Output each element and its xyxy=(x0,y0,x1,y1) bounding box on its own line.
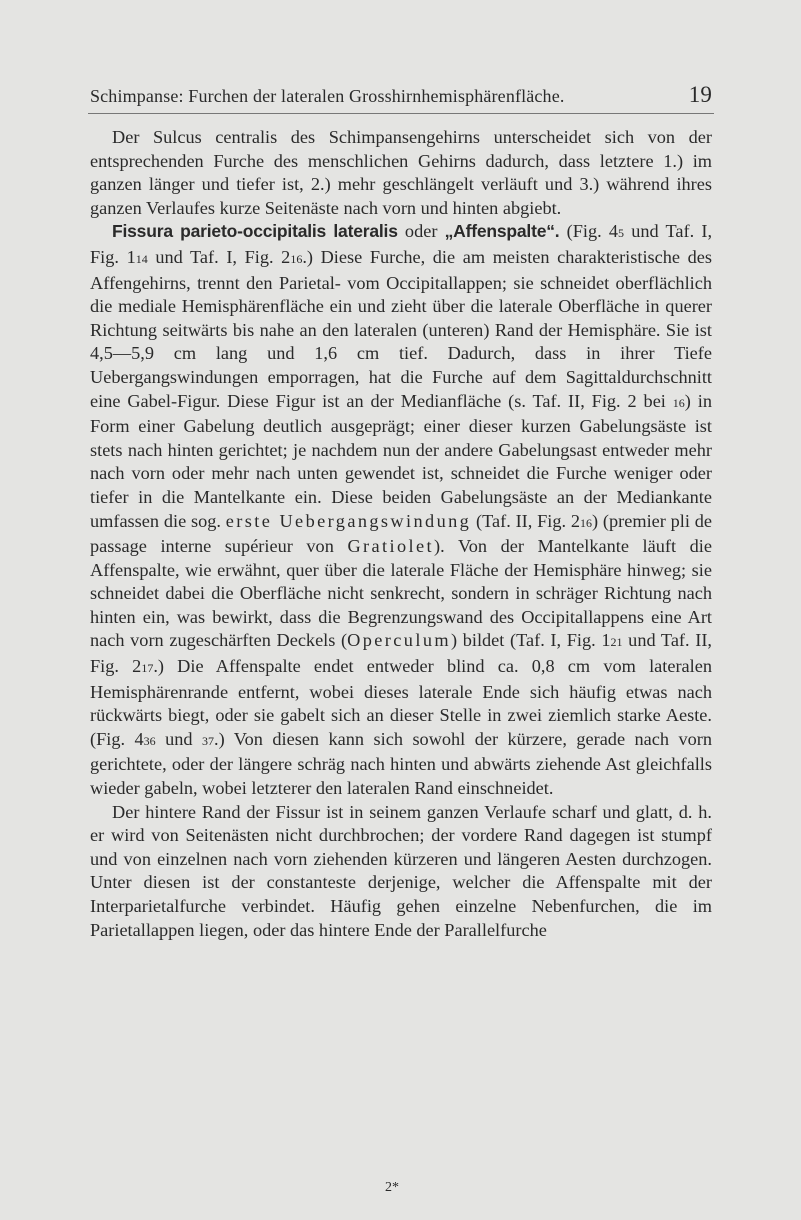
text-run: ) bildet (Taf. I, Fig. 1 xyxy=(450,630,611,651)
spaced-term: Operculum xyxy=(347,630,451,651)
text-run: (Taf. II, Fig. 2 xyxy=(471,510,581,531)
text-run: .) Die Affenspalte endet entweder blind ca. 0,8 cm vom lateralen Hemisphärenrande entfernt, wobei dieses laterale Ende sich häufig etwas nach rückwärts biegt, oder sie gabelt sich an dieser Stelle in zwei ziemlich starke Aeste. (Fig. 4 xyxy=(90,656,712,749)
figure-index: 36 xyxy=(143,733,156,748)
figure-index: 14 xyxy=(135,251,148,266)
paragraph-3: Der hintere Rand der Fissur ist in seinem ganzen Verlaufe scharf und glatt, d. h. er wird von Seitenästen nicht durchbrochen; der vordere Rand dagegen ist stumpf und von einzelnen nach vorn ziehenden kürzeren und längeren Aesten durchzogen. Unter diesen ist der constanteste derjenige, welcher die Affenspalte mit der Interparietalfurche verbindet. Häufig gehen einzelne Nebenfurchen, die im Parietallappen liegen, oder das hintere Ende der Parallelfurche xyxy=(90,801,712,940)
text-run: ) (premier pli de passage interne supérieur von xyxy=(90,510,713,557)
figure-index: 5 xyxy=(618,226,625,241)
text-run: und xyxy=(155,728,202,749)
section-term-alias: „Affenspalte“. xyxy=(444,221,560,242)
text-run: .) Diese Furche, die am meisten charakteristische des Affengehirns, trennt den Parietal- vom Occipitallappen; sie schneidet oberflächlich die mediale Hemisphärenfläche ein und zieht über die laterale Oberfläche in querer Richtung seitwärts bis nahe an den lateralen (unteren) Rand der Hemisphäre. Sie ist 4,5—5,9 cm lang und 1,6 cm tief. Dadurch, dass in ihrer Tiefe Uebergangswindungen emporragen, hat die Furche auf dem Sagittaldurchschnitt eine Gabel-Figur. Diese Figur ist an der Medianfläche (s. Taf. II, Fig. 2 bei xyxy=(90,246,712,411)
body-text xyxy=(90,126,712,942)
text-run: (Fig. 4 xyxy=(559,221,619,242)
text-run: und Taf. I, Fig. 1 xyxy=(90,221,713,267)
spaced-name: Gratiolet xyxy=(347,536,435,557)
section-term: Fissura parieto-occipitalis lateralis xyxy=(112,221,398,242)
text-run: und Taf. I, Fig. 2 xyxy=(147,246,291,267)
spaced-term: erste Uebergangswindung xyxy=(225,510,472,531)
page-number: 19 xyxy=(688,82,712,107)
figure-index: 16 xyxy=(672,395,685,410)
paragraph-2 xyxy=(90,220,712,800)
text-run: ). Von der Mantelkante läuft die Affenspalte, wie erwähnt, quer über die laterale Fläche der Hemisphäre hinweg; sie schneidet dabei die Oberfläche nicht senkrecht, sondern in schräger Richtung nach hinten ein, was bewirkt, dass die Begrenzungswand des Occipitallappens eine Art nach vorn zugeschärften Deckels ( xyxy=(90,536,712,651)
text-run: oder xyxy=(397,221,445,242)
text-run: ) in Form einer Gabelung deutlich ausgeprägt; einer dieser kurzen Gabelungsäste ist stets nach hinten gerichtet; je nachdem nun der andere Gabelungsast entweder mehr nach vorn oder mehr nach unten gewendet ist, schneidet die Furche weniger oder tiefer in die Mantelkante ein. Diese beiden Gabelungsäste an der Mediankante umfassen die sog. xyxy=(90,390,712,531)
figure-index: 17 xyxy=(141,661,154,676)
signature-mark: 2* xyxy=(385,1180,399,1195)
figure-index: 37 xyxy=(202,733,214,748)
figure-index: 16 xyxy=(290,251,303,266)
figure-index: 16 xyxy=(580,515,593,530)
header-title: Schimpanse: Furchen der lateralen Grosshirnhemisphärenfläche. xyxy=(90,86,565,106)
text-run: und Taf. II, Fig. 2 xyxy=(90,630,712,677)
text-run: .) Von diesen kann sich sowohl der kürzere, gerade nach vorn gerichtete, oder der längere schräg nach hinten und abwärts ziehende Ast gleichfalls wieder gabeln, wobei letzterer den lateralen Rand einschneidet. xyxy=(90,728,712,799)
figure-index: 21 xyxy=(610,635,623,650)
header-rule xyxy=(88,113,714,114)
paragraph-1: Der Sulcus centralis des Schimpansengehirns unterscheidet sich von der entsprechenden Furche des menschlichen Gehirns dadurch, dass letztere 1.) im ganzen länger und tiefer ist, 2.) mehr geschlängelt verläuft und 3.) während ihres ganzen Verlaufes kurze Seitenäste nach vorn und hinten abgiebt. xyxy=(90,127,712,218)
